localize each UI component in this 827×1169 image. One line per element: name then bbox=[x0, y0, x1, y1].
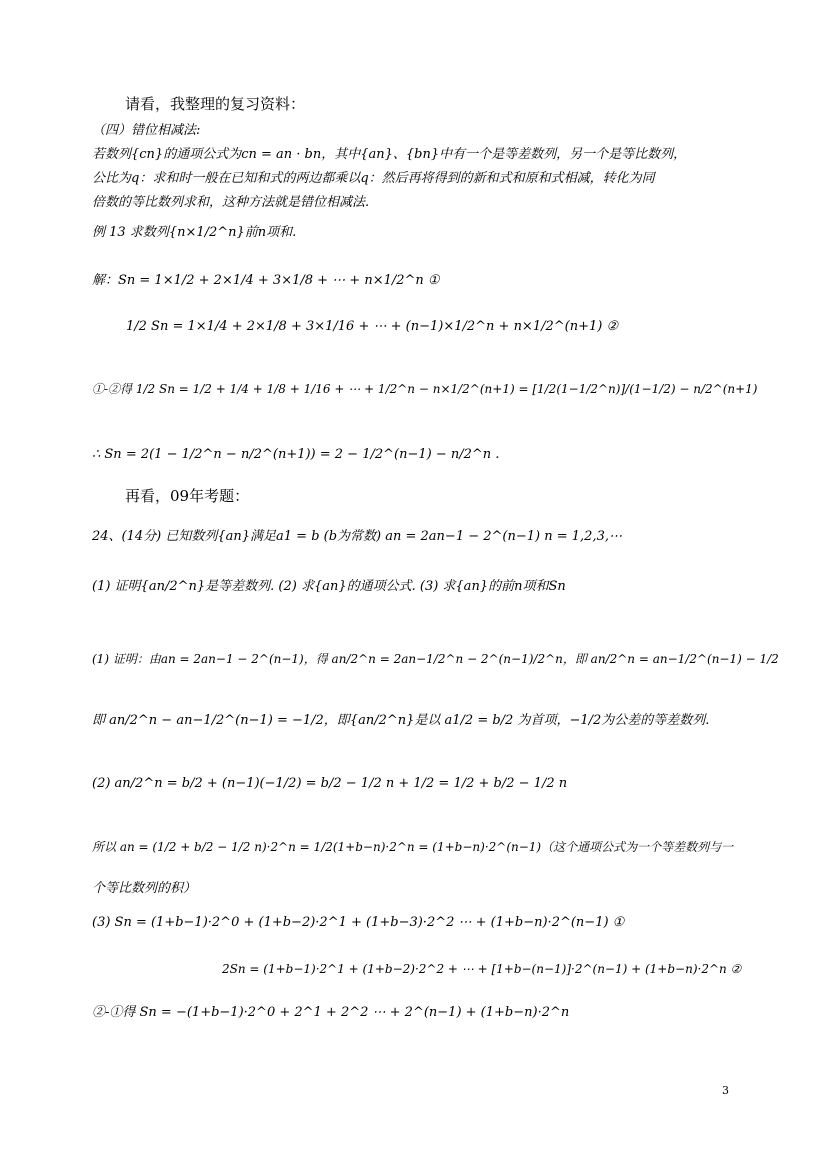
section-heading: （四）错位相减法: bbox=[92, 123, 201, 138]
question-24: 24、(14分) 已知数列{an}满足a1 = b (b为常数) an = 2an−1 − 2^(n−1) n = 1,2,3,⋯ bbox=[92, 529, 622, 544]
answer-3-line-1: (3) Sn = (1+b−1)·2^0 + (1+b−2)·2^1 + (1+b−3)·2^2 ⋯ + (1+b−n)·2^(n−1) ① bbox=[92, 915, 625, 930]
method-paragraph-line-2: 公比为q：求和时一般在已知和式的两边都乘以q：然后再将得到的新和式和原和式相减，转化为同 bbox=[92, 171, 655, 186]
answer-1: (1) 证明：由an = 2an−1 − 2^(n−1)，得 an/2^n = 2an−1/2^n − 2^(n−1)/2^n，即 an/2^n = an−1/2^(n−1) − 1/2 bbox=[92, 652, 779, 666]
answer-3-line-3: ②-①得 Sn = −(1+b−1)·2^0 + 2^1 + 2^2 ⋯ + 2^(n−1) + (1+b−n)·2^n bbox=[92, 1005, 570, 1020]
question-24-parts: (1) 证明{an/2^n}是等差数列. (2) 求{an}的通项公式. (3) 求{an}的前n项和Sn bbox=[92, 579, 566, 594]
answer-3-line-2: 2Sn = (1+b−1)·2^1 + (1+b−2)·2^2 + ⋯ + [1+b−(n−1)]·2^(n−1) + (1+b−n)·2^n ② bbox=[222, 962, 742, 976]
solution-line-3: ①-②得 1/2 Sn = 1/2 + 1/4 + 1/8 + 1/16 + ⋯ + 1/2^n − n×1/2^(n+1) = [1/2(1−1/2^n)]/(1−1/2) − n/2^(n+1) bbox=[92, 382, 758, 396]
intro-text: 请看，我整理的复习资料： bbox=[125, 95, 306, 113]
answer-2-formula: 所以 an = (1/2 + b/2 − 1/2 n)·2^n = 1/2(1+b−n)·2^n = (1+b−n)·2^(n−1)（这个通项公式为一个等差数列与一 bbox=[92, 840, 734, 854]
solution-line-2: 1/2 Sn = 1×1/4 + 2×1/8 + 3×1/16 + ⋯ + (n−1)×1/2^n + n×1/2^(n+1) ② bbox=[126, 319, 619, 334]
solution-conclusion: ∴ Sn = 2(1 − 1/2^n − n/2^(n+1)) = 2 − 1/2^(n−1) − n/2^n . bbox=[92, 447, 500, 462]
answer-2-note: 个等比数列的积） bbox=[92, 881, 197, 896]
answer-2: (2) an/2^n = b/2 + (n−1)(−1/2) = b/2 − 1/2 n + 1/2 = 1/2 + b/2 − 1/2 n bbox=[92, 776, 568, 791]
exam-intro: 再看，09年考题： bbox=[125, 487, 250, 505]
method-paragraph-line-3: 倍数的等比数列求和，这种方法就是错位相减法. bbox=[92, 195, 370, 210]
example-13-title: 例 13 求数列{n×1/2^n}前n项和. bbox=[92, 225, 297, 240]
method-paragraph-line-1: 若数列{cn}的通项公式为cn = an · bn，其中{an}、{bn}中有一个是等差数列，另一个是等比数列， bbox=[92, 147, 687, 162]
answer-1-conclusion: 即 an/2^n − an−1/2^(n−1) = −1/2，即{an/2^n}是以 a1/2 = b/2 为首项，−1/2为公差的等差数列. bbox=[92, 713, 710, 728]
solution-line-1: 解：Sn = 1×1/2 + 2×1/4 + 3×1/8 + ⋯ + n×1/2^n ① bbox=[92, 273, 440, 288]
page-number: 3 bbox=[722, 1084, 729, 1097]
